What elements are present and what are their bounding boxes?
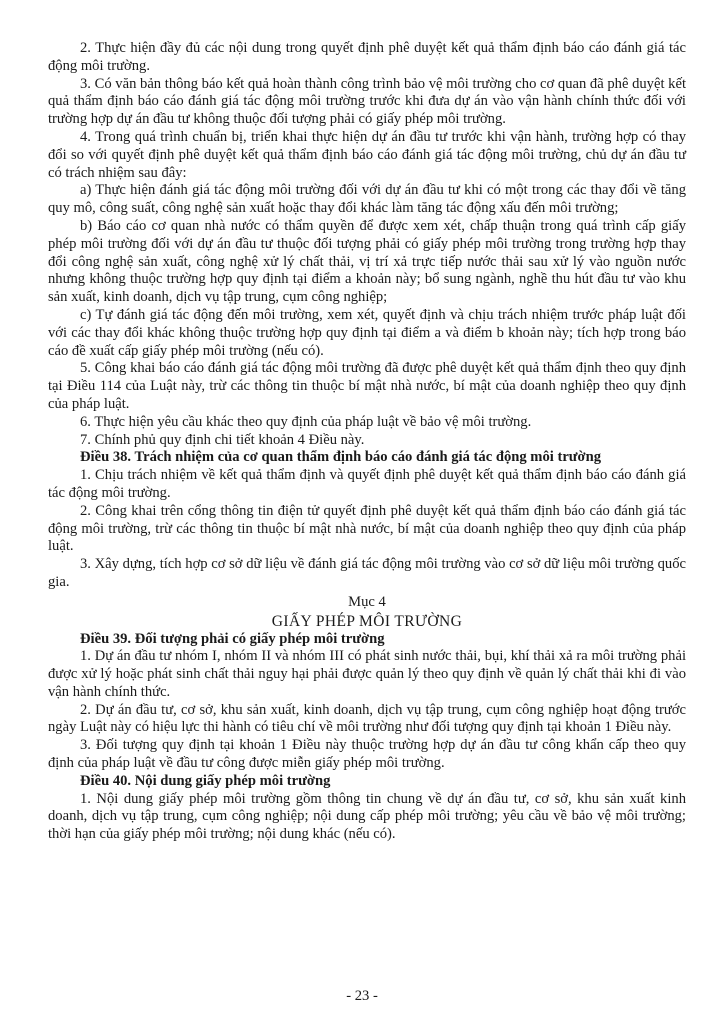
paragraph: 6. Thực hiện yêu cầu khác theo quy định của pháp luật về bảo vệ môi trường.	[80, 413, 532, 430]
section-title: GIẤY PHÉP MÔI TRƯỜNG	[271, 612, 463, 630]
paragraph: 3. Có văn bản thông báo kết quả hoàn thành công trình bảo vệ môi trường cho cơ quan đã phê duyệt kết quả thẩm định báo cáo đánh giá tác động môi trường trước khi đưa dự án vào vận hành chính thức đối với trường hợp dự án đầu tư không thuộc đối tượng phải có giấy phép môi trường.	[48, 75, 686, 128]
paragraph: b) Báo cáo cơ quan nhà nước có thẩm quyền để được xem xét, chấp thuận trong quá trình cấp giấy phép môi trường đối với dự án đầu tư thuộc đối tượng phải có giấy phép môi trường trong trường hợp thay đổi công nghệ sản xuất, công nghệ xử lý chất thải, vị trí xả trực tiếp nước thải sau xử lý vào nguồn nước nhưng không thuộc trường hợp quy định tại điểm a khoản này; bổ sung ngành, nghề thu hút đầu tư vào khu sản xuất, kinh doanh, dịch vụ tập trung, cụm công nghiệp;	[48, 217, 686, 306]
paragraph: a) Thực hiện đánh giá tác động môi trường đối với dự án đầu tư khi có một trong các thay đổi về tăng quy mô, công suất, công nghệ sản xuất hoặc thay đổi khác làm tăng tác động xấu đến môi trường;	[48, 182, 686, 217]
paragraph: 1. Nội dung giấy phép môi trường gồm thông tin chung về dự án đầu tư, cơ sở, khu sản xuất kinh doanh, dịch vụ tập trung, cụm công nghiệp; nội dung cấp phép môi trường; yêu cầu về bảo vệ môi trường; thời hạn của giấy phép môi trường; nội dung khác (nếu có).	[48, 790, 686, 843]
paragraph: 2. Công khai trên cổng thông tin điện tử quyết định phê duyệt kết quả thẩm định báo cáo đánh giá tác động môi trường, trừ các thông tin thuộc bí mật nhà nước, bí mật của doanh nghiệp theo quy định của pháp luật.	[48, 502, 686, 555]
article-39-heading: Điều 39. Đối tượng phải có giấy phép môi trường	[80, 630, 385, 647]
paragraph: 5. Công khai báo cáo đánh giá tác động môi trường đã được phê duyệt kết quả thẩm định theo quy định tại Điều 114 của Luật này, trừ các thông tin thuộc bí mật nhà nước, bí mật của doanh nghiệp theo quy định của pháp luật.	[48, 360, 686, 412]
paragraph: 2. Dự án đầu tư, cơ sở, khu sản xuất, kinh doanh, dịch vụ tập trung, cụm công nghiệp hoạt động trước ngày Luật này có hiệu lực thi hành có tiêu chí về môi trường như đối tượng quy định tại khoản 1 Điều này.	[48, 701, 686, 736]
article-40-heading: Điều 40. Nội dung giấy phép môi trường	[80, 772, 331, 789]
paragraph: 3. Đối tượng quy định tại khoản 1 Điều này thuộc trường hợp dự án đầu tư công khẩn cấp theo quy định của pháp luật về đầu tư công được miễn giấy phép môi trường.	[48, 737, 686, 772]
paragraph: 2. Thực hiện đầy đủ các nội dung trong quyết định phê duyệt kết quả thẩm định báo cáo đánh giá tác động môi trường.	[48, 40, 686, 74]
paragraph: 1. Dự án đầu tư nhóm I, nhóm II và nhóm III có phát sinh nước thải, bụi, khí thải xả ra môi trường phải được xử lý hoặc phát sinh chất thải nguy hại phải được quản lý theo quy định về quản lý chất thải khi đi vào vận hành chính thức.	[48, 648, 686, 700]
paragraph: 7. Chính phủ quy định chi tiết khoản 4 Điều này.	[80, 431, 365, 448]
paragraph: c) Tự đánh giá tác động đến môi trường, xem xét, quyết định và chịu trách nhiệm trước pháp luật đối với các thay đổi khác không thuộc trường hợp quy định tại điểm a và điểm b khoản này; tích hợp trong báo cáo đề xuất cấp giấy phép môi trường (nếu có).	[48, 306, 686, 359]
article-38-heading: Điều 38. Trách nhiệm của cơ quan thẩm định báo cáo đánh giá tác động môi trường	[80, 449, 602, 466]
paragraph: 3. Xây dựng, tích hợp cơ sở dữ liệu về đánh giá tác động môi trường vào cơ sở dữ liệu môi trường quốc gia.	[48, 556, 686, 590]
page-number: - 23 -	[346, 988, 378, 1004]
paragraph: 4. Trong quá trình chuẩn bị, triển khai thực hiện dự án đầu tư trước khi vận hành, trường hợp có thay đổi so với quyết định phê duyệt kết quả thẩm định báo cáo đánh giá tác động môi trường, chủ dự án đầu tư có trách nhiệm sau đây:	[48, 128, 686, 181]
section-label: Mục 4	[348, 593, 386, 610]
paragraph: 1. Chịu trách nhiệm về kết quả thẩm định và quyết định phê duyệt kết quả thẩm định báo cáo đánh giá tác động môi trường.	[48, 467, 686, 501]
